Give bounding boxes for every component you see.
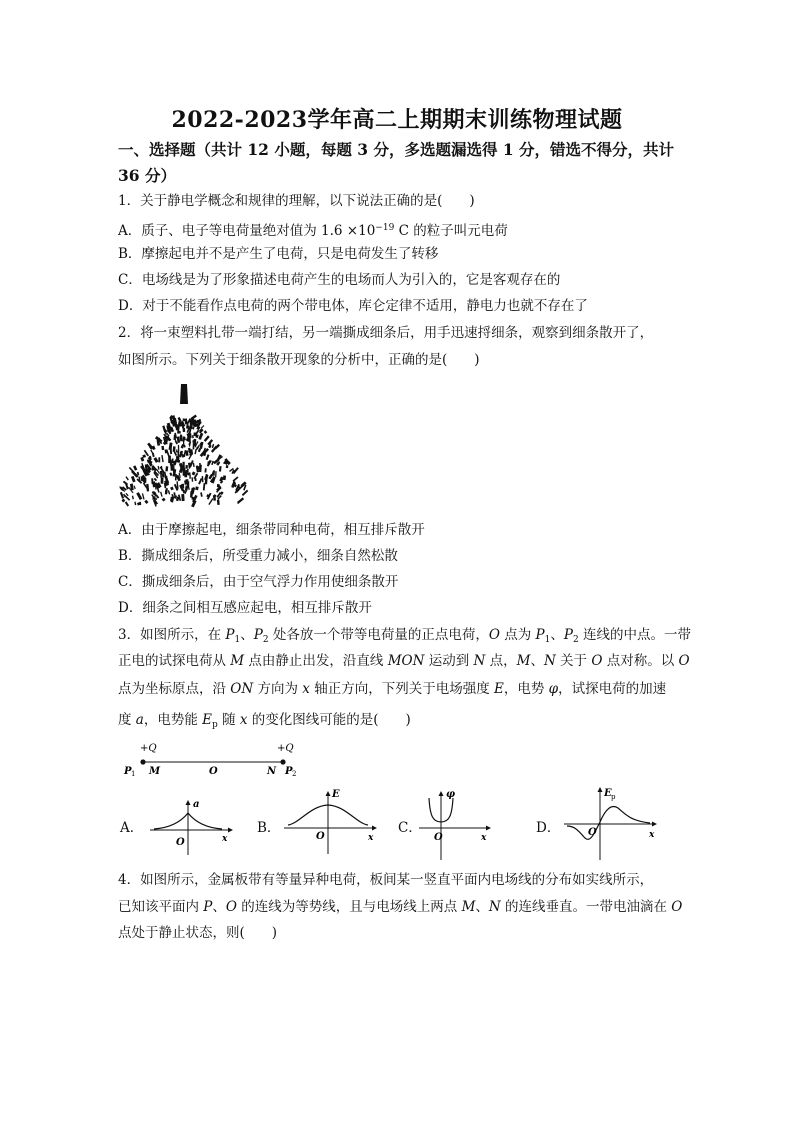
strip-piece xyxy=(177,436,180,442)
q3-var-m: M xyxy=(516,653,531,669)
q3-option-b-graph xyxy=(280,786,380,856)
q1-option-d: D．对于不能看作点电荷的两个带电体，库仑定律不适用，静电力也就不存在了 xyxy=(118,298,588,314)
strip-piece xyxy=(198,478,202,485)
strip-piece xyxy=(191,477,193,482)
strip-piece xyxy=(151,478,153,484)
q4-var-n: N xyxy=(488,899,501,915)
q3-var-phi: φ xyxy=(548,681,559,697)
x-axis-arrow xyxy=(652,822,657,827)
strip-piece xyxy=(215,471,217,477)
strip-piece xyxy=(203,483,206,490)
strip-piece xyxy=(195,486,199,490)
strip-piece xyxy=(165,490,168,494)
q3-var-x: x xyxy=(239,712,248,728)
strip-piece xyxy=(204,435,210,441)
strip-piece xyxy=(183,445,185,448)
q3-text: 处各放一个带等电荷量的正点电荷， xyxy=(268,627,489,643)
strip-piece xyxy=(192,435,194,438)
q3-option-d-label: D． xyxy=(536,820,561,836)
strip-piece xyxy=(193,463,195,467)
q4-text: 的连线垂直。一带电油滴在 xyxy=(500,899,672,915)
q3-var-o: O xyxy=(678,653,690,669)
q1-option-a-exponent: −19 xyxy=(375,223,395,233)
label-n: N xyxy=(267,766,277,777)
q3-text: ，电势能 xyxy=(143,712,203,728)
label-p2-sub: 2 xyxy=(292,770,297,778)
strip-piece xyxy=(177,417,181,422)
strip-piece xyxy=(125,501,129,506)
strip-piece xyxy=(185,465,188,469)
q3-text: 度 xyxy=(118,712,136,728)
strip-piece xyxy=(161,455,163,462)
q3-text: 随 xyxy=(217,712,240,728)
q3-text: 的变化图线可能的是( ) xyxy=(247,712,411,728)
strip-piece xyxy=(133,465,137,470)
strip-fragments xyxy=(119,384,248,507)
charge-p1 xyxy=(140,759,145,764)
strip-piece xyxy=(134,486,136,490)
strip-piece xyxy=(182,437,185,441)
q3-option-d-graph xyxy=(560,782,660,862)
q3-var-n: N xyxy=(473,653,486,669)
strip-piece xyxy=(144,500,148,504)
strip-knot xyxy=(180,384,188,404)
origin-label: O xyxy=(434,832,443,843)
q3-text: 点为 xyxy=(499,627,536,643)
q3-text: 3．如图所示，在 xyxy=(118,627,226,643)
q1-option-b: B．摩擦起电并不是产生了电荷，只是电荷发生了转移 xyxy=(118,246,439,262)
strip-piece xyxy=(169,472,172,476)
strip-piece xyxy=(158,466,160,470)
strip-piece xyxy=(191,500,197,507)
q3-text: 方向为 xyxy=(253,681,303,697)
axis-label-x: x xyxy=(649,830,655,840)
strip-piece xyxy=(179,431,181,434)
strip-piece xyxy=(189,475,190,479)
axis-label-ep: E xyxy=(604,788,612,799)
strip-piece xyxy=(202,476,204,482)
q3-text: 点， xyxy=(485,653,517,669)
strip-piece xyxy=(191,420,193,423)
q2-stem-line2: 如图所示。下列关于细条散开现象的分析中，正确的是( ) xyxy=(118,352,480,368)
x-axis-arrow xyxy=(228,828,233,833)
q4-var-m: M xyxy=(461,899,476,915)
strip-piece xyxy=(158,457,160,462)
q3-var-mon: MON xyxy=(387,653,425,669)
strip-piece xyxy=(188,437,190,442)
strip-piece xyxy=(196,423,199,427)
strip-piece xyxy=(173,461,174,468)
strip-piece xyxy=(208,498,213,505)
q3-text: 点为坐标原点，沿 xyxy=(118,681,231,697)
q1-option-c: C．电场线是为了形象描述电荷产生的电场而人为引入的，它是客观存在的 xyxy=(118,272,561,288)
q3-sub-1: 1 xyxy=(544,635,551,645)
q3-text: ，试探电荷的加速 xyxy=(558,681,667,697)
q4-stem-line3: 点处于静止状态，则( ) xyxy=(118,925,278,941)
origin-label: O xyxy=(588,827,597,838)
strip-piece xyxy=(201,425,205,429)
q4-var-o: O xyxy=(225,899,237,915)
charges-figure xyxy=(118,738,308,778)
strip-piece xyxy=(170,487,174,491)
q3-sub-2: 2 xyxy=(262,635,269,645)
q3-var-p1: P xyxy=(535,627,545,643)
strip-piece xyxy=(168,490,171,494)
strip-piece xyxy=(142,493,145,499)
strip-piece xyxy=(166,450,170,457)
q3-var-p1: P xyxy=(225,627,235,643)
strip-piece xyxy=(233,476,239,481)
y-axis-arrow xyxy=(598,787,603,792)
q4-text: 、 xyxy=(212,899,226,915)
strip-piece xyxy=(192,471,196,475)
q3-option-b-label: B． xyxy=(257,820,281,836)
q4-text: 已知该平面内 xyxy=(118,899,204,915)
strip-piece xyxy=(223,475,226,480)
q3-text: 关于 xyxy=(555,653,592,669)
strip-piece xyxy=(178,445,180,451)
y-axis-arrow xyxy=(326,791,331,796)
q4-var-p: P xyxy=(203,899,213,915)
strip-piece xyxy=(206,454,210,460)
axis-label-x: x xyxy=(222,834,228,844)
strip-piece xyxy=(120,492,124,499)
q3-text: 连线的中点。一带 xyxy=(578,627,691,643)
strip-piece xyxy=(226,465,229,468)
y-axis-arrow xyxy=(439,791,444,796)
section-heading-line1: 一、选择题（共计 12 小题，每题 3 分，多选题漏选得 1 分，错选不得分，共计 xyxy=(118,140,675,159)
q3-var-ep: E xyxy=(202,712,213,728)
q3-option-a-graph xyxy=(146,787,234,857)
x-axis-arrow xyxy=(372,826,377,831)
strip-piece xyxy=(193,439,196,446)
q3-var-x: x xyxy=(302,681,310,697)
strip-piece xyxy=(136,492,142,500)
q3-line1 xyxy=(118,626,691,649)
strip-piece xyxy=(196,447,198,450)
strip-piece xyxy=(198,448,201,452)
exam-title: 2022-2023学年高二上期期末训练物理试题 xyxy=(171,107,623,133)
strip-piece xyxy=(180,434,183,437)
label-p1-sub: 1 xyxy=(131,770,136,778)
strip-piece xyxy=(242,490,249,496)
strip-piece xyxy=(161,477,164,483)
strip-piece xyxy=(161,446,164,450)
q3-option-a-label: A． xyxy=(120,820,144,836)
q4-var-o: O xyxy=(671,899,683,915)
q3-text: 轴正方向，下列关于电场强度 xyxy=(309,681,494,697)
label-o: O xyxy=(209,766,218,777)
q3-text: 、 xyxy=(240,627,254,643)
label-m: M xyxy=(149,766,161,777)
q3-sub-1: 1 xyxy=(234,635,241,645)
section-heading-line2: 36 分） xyxy=(118,166,176,185)
q3-var-on: ON xyxy=(230,681,254,697)
strip-piece xyxy=(132,496,134,500)
q1-stem: 1．关于静电学概念和规律的理解，以下说法正确的是( ) xyxy=(118,193,475,209)
q4-stem-line2 xyxy=(118,898,682,916)
q3-line4 xyxy=(118,711,411,734)
strip-piece xyxy=(200,492,202,497)
strip-piece xyxy=(194,449,197,454)
strip-piece xyxy=(212,444,215,448)
q2-option-b: B．撕成细条后，所受重力减小，细条自然松散 xyxy=(118,548,398,564)
q3-text: ，电势 xyxy=(503,681,549,697)
strip-piece xyxy=(192,427,194,430)
strip-piece xyxy=(191,488,195,494)
q3-var-p2: P xyxy=(563,627,573,643)
strip-piece xyxy=(165,466,168,471)
q2-option-a: A．由于摩擦起电，细条带同种电荷，相互排斥散开 xyxy=(118,522,425,538)
q4-text: 的连线为等势线，且与电场线上两点 xyxy=(236,899,462,915)
q3-var-m: M xyxy=(230,653,245,669)
strip-piece xyxy=(154,478,157,482)
strip-piece xyxy=(199,437,202,440)
q3-line3 xyxy=(118,680,666,698)
strip-piece xyxy=(160,492,163,497)
q3-var-o: O xyxy=(591,653,603,669)
q3-text: 运动到 xyxy=(424,653,474,669)
q3-var-n: N xyxy=(543,653,556,669)
strip-piece xyxy=(121,499,125,503)
strip-piece xyxy=(237,497,244,503)
strip-piece xyxy=(169,426,171,432)
strip-piece xyxy=(125,476,128,480)
origin-label: O xyxy=(316,831,325,842)
q3-option-c-label: C． xyxy=(398,820,422,836)
q4-text: 、 xyxy=(475,899,489,915)
section-heading xyxy=(118,137,686,189)
axis-label-x: x xyxy=(481,833,487,843)
q4-stem-line1: 4．如图所示，金属板带有等量异种电荷，板间某一竖直平面内电场线的分布如实线所示， xyxy=(118,872,654,888)
strip-piece xyxy=(150,450,153,454)
q3-text: 、 xyxy=(530,653,544,669)
q1-option-a-text: A．质子、电子等电荷量绝对值为 1.6 ×10 xyxy=(118,223,376,239)
q3-var-e: E xyxy=(494,681,504,697)
strip-piece xyxy=(152,467,155,470)
q3-var-o: O xyxy=(488,627,500,643)
strip-piece xyxy=(204,468,206,472)
strip-piece xyxy=(219,466,222,472)
strip-piece xyxy=(205,474,207,479)
q1-option-a-suffix: C 的粒子叫元电荷 xyxy=(394,223,508,239)
strip-piece xyxy=(131,476,136,483)
label-p2: P xyxy=(285,766,293,777)
strip-piece xyxy=(181,484,184,489)
axis-label-e: E xyxy=(332,789,340,800)
label-plus-q-right: +Q xyxy=(277,743,294,754)
strip-piece xyxy=(199,463,201,469)
strip-piece xyxy=(185,485,188,490)
strip-piece xyxy=(139,502,141,505)
strip-piece xyxy=(217,484,220,487)
q1-option-a xyxy=(118,219,508,240)
q2-option-c: C．撕成细条后，由于空气浮力作用使细条散开 xyxy=(118,574,399,590)
q3-text: 点对称。以 xyxy=(602,653,679,669)
axis-label-x: x xyxy=(368,833,374,843)
q3-var-a: a xyxy=(135,712,144,728)
q3-sub-p: p xyxy=(212,720,218,730)
strip-piece xyxy=(217,499,220,505)
strip-piece xyxy=(181,494,184,501)
strip-piece xyxy=(204,430,208,434)
charge-p2 xyxy=(280,759,285,764)
strip-piece xyxy=(176,449,178,452)
strip-piece xyxy=(131,470,138,477)
q3-text: 点由静止出发，沿直线 xyxy=(244,653,388,669)
axis-label-ep-sub: p xyxy=(611,793,616,801)
axis-label-a: a xyxy=(193,799,200,810)
q2-option-d: D．细条之间相互感应起电，相互排斥散开 xyxy=(118,600,372,616)
q3-sub-2: 2 xyxy=(572,635,579,645)
curve-d xyxy=(567,807,650,840)
label-plus-q-left: +Q xyxy=(140,743,157,754)
q3-line2 xyxy=(118,652,690,670)
strip-piece xyxy=(134,502,136,506)
plastic-strips-figure xyxy=(115,380,255,508)
q3-text: 正电的试探电荷从 xyxy=(118,653,231,669)
strip-piece xyxy=(173,492,175,495)
q3-var-p2: P xyxy=(253,627,263,643)
origin-label: O xyxy=(176,837,185,848)
strip-piece xyxy=(162,498,166,502)
strip-piece xyxy=(169,442,173,450)
axis-label-phi: φ xyxy=(446,789,456,800)
strip-piece xyxy=(153,457,158,463)
q3-option-c-graph xyxy=(415,786,495,862)
y-axis-arrow xyxy=(186,800,191,805)
q2-stem-line1: 2．将一束塑料扎带一端打结，另一端撕成细条后，用手迅速捋细条，观察到细条散开了， xyxy=(118,325,654,341)
q3-text: 、 xyxy=(550,627,564,643)
x-axis-arrow xyxy=(486,826,491,831)
label-p1: P xyxy=(124,766,132,777)
